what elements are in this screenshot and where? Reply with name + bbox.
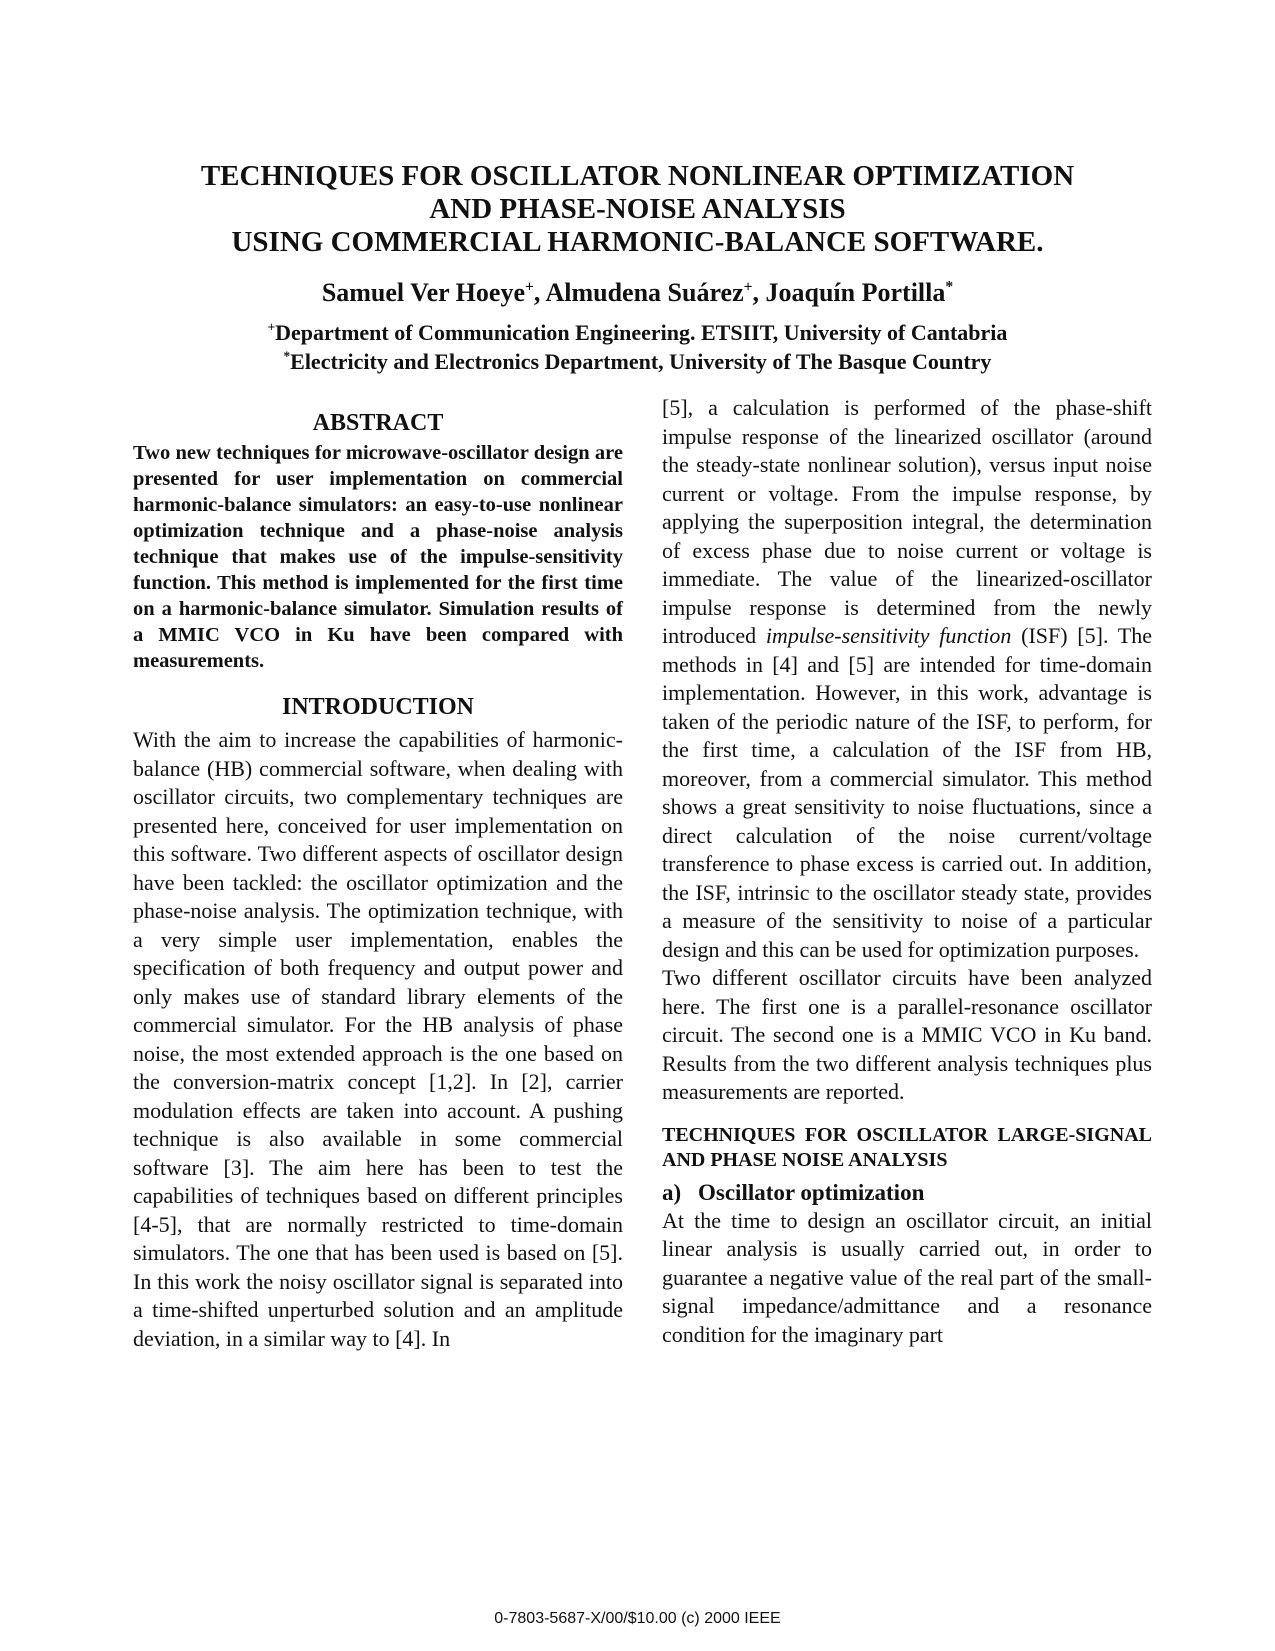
- left-column: [133, 398, 623, 1353]
- affiliations: [0, 318, 1275, 376]
- circuits-paragraph: Two different oscillator circuits have been analyzed here. The first one is a parallel-resonance oscillator circuit. The second one is a MMIC VCO in Ku band. Results from the two different analysis techniques plus measurements are reported.: [662, 965, 1152, 1104]
- abstract-text: Two new techniques for microwave-oscillator design are presented for user implementation on commercial harmonic-balance simulators: an easy-to-use nonlinear optimization technique and a phase-noise analysis technique that makes use of the impulse-sensitivity function. This method is implemented for the first time on a harmonic-balance simulator. Simulation results of a MMIC VCO in Ku have been compared with measurements.: [133, 442, 623, 672]
- author-name: Joaquín Portilla: [765, 278, 946, 307]
- subsection-title: Oscillator optimization: [698, 1179, 925, 1205]
- subsection-heading: [662, 1179, 1152, 1207]
- affiliation-text: Electricity and Electronics Department, University of The Basque Country: [290, 349, 992, 374]
- affiliation-mark: *: [283, 348, 291, 364]
- optimization-paragraph: At the time to design an oscillator circuit, an initial linear analysis is usually carried out, in order to guarantee a negative value of the real part of the small-signal impedance/admittance and a resonance condition for the imaginary part: [662, 1207, 1152, 1347]
- affiliation-mark: +: [267, 319, 276, 335]
- techniques-heading: TECHNIQUES FOR OSCILLATOR LARGE-SIGNAL AND PHASE NOISE ANALYSIS: [662, 1123, 1152, 1171]
- introduction-heading: INTRODUCTION: [281, 694, 475, 720]
- abstract-heading: ABSTRACT: [312, 410, 444, 436]
- affiliation-mark: +: [525, 278, 534, 296]
- author-separator: ,: [752, 278, 766, 307]
- affiliation-2: [0, 347, 1275, 376]
- author-name: Samuel Ver Hoeye: [321, 278, 525, 307]
- title-line-2: AND PHASE-NOISE ANALYSIS: [429, 193, 846, 225]
- title-line-3: USING COMMERCIAL HARMONIC-BALANCE SOFTWARE.: [231, 226, 1044, 258]
- copyright-footer: 0-7803-5687-X/00/$10.00 (c) 2000 IEEE: [494, 1610, 781, 1627]
- author-list: [0, 278, 1275, 308]
- author-name: Almudena Suárez: [545, 278, 744, 307]
- affiliation-mark: +: [743, 278, 753, 296]
- affiliation-1: [0, 318, 1275, 347]
- subsection-label: a): [662, 1179, 682, 1205]
- paper-title: [0, 160, 1275, 259]
- paragraph-text: [5], a calculation is performed of the phase-shift impulse response of the linearized oscillator (around the steady-state nonlinear solution), versus input noise current or voltage. From the impulse response, by applying the superposition integral, the determination of excess phase due to noise current or voltage is immediate. The value of the linearized-oscillator impulse response is determined from the newly introduced: [662, 395, 1152, 648]
- title-line-1: TECHNIQUES FOR OSCILLATOR NONLINEAR OPTIMIZATION: [200, 160, 1075, 192]
- right-column: [662, 394, 1152, 1349]
- emphasized-term: impulse-sensitivity function: [765, 623, 1012, 648]
- affiliation-mark: *: [945, 278, 954, 296]
- author-separator: ,: [533, 278, 546, 307]
- affiliation-text: Department of Communication Engineering. ETSIIT, University of Cantabria: [275, 320, 1008, 345]
- isf-paragraph: [662, 394, 1152, 964]
- paragraph-text: (ISF) [5]. The methods in [4] and [5] are intended for time-domain implementation. However, in this work, advantage is taken of the periodic nature of the ISF, to perform, for the first time, a calculation of the ISF from HB, moreover, from a commercial simulator. This method shows a great sensitivity to noise fluctuations, since a direct calculation of the noise current/voltage transference to phase excess is carried out. In addition, the ISF, intrinsic to the oscillator steady state, provides a measure of the sensitivity to noise of a particular design and this can be used for optimization purposes.: [662, 623, 1152, 962]
- introduction-paragraph: With the aim to increase the capabilities of harmonic-balance (HB) commercial software, when dealing with oscillator circuits, two complementary techniques are presented here, conceived for user implementation on this software. Two different aspects of oscillator design have been tackled: the oscillator optimization and the phase-noise analysis. The optimization technique, with a very simple user implementation, enables the specification of both frequency and output power and only makes use of standard library elements of the commercial simulator. For the HB analysis of phase noise, the most extended approach is the one based on the conversion-matrix concept [1,2]. In [2], carrier modulation effects are taken into account. A pushing technique is also available in some commercial software [3]. The aim here has been to test the capabilities of techniques based on different principles [4-5], that are normally restricted to time-domain simulators. The one that has been used is based on [5]. In this work the noisy oscillator signal is separated into a time-shifted unperturbed solution and an amplitude deviation, in a similar way to [4]. In: [133, 727, 623, 1351]
